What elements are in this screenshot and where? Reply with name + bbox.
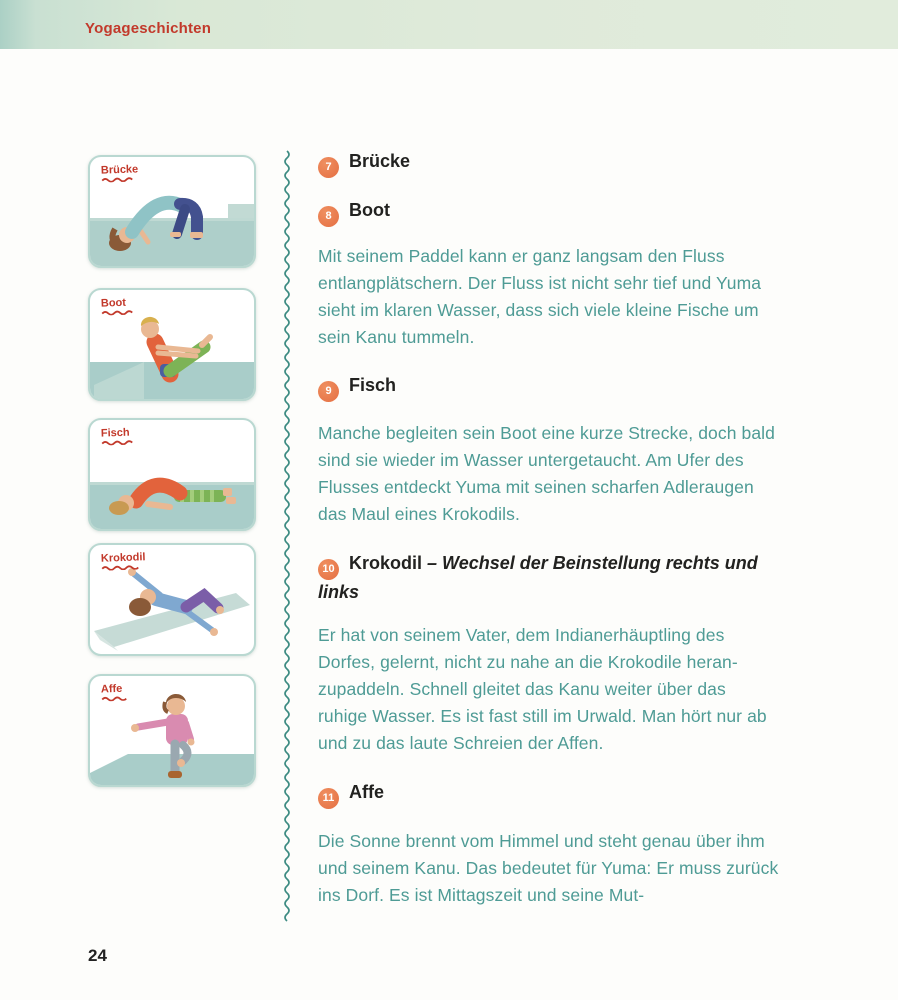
heading-title: Affe [349,782,384,802]
card-label-krokodil [101,551,146,571]
heading-affe [318,780,784,809]
pose-card-bruecke [88,155,256,268]
red-squiggle-icon [101,175,137,182]
card-label-text: Fisch [100,426,130,440]
story-paragraph: Die Sonne brennt vom Himmel und steht genau über ihm und seinem Kanu. Das bedeutet für Yuma: Er muss zurück ins Dorf. Es ist Mittagszeit und seine Mut- [318,831,779,905]
story-paragraph: Er hat von seinem Vater, dem Indianerhäuptling des Dorfes, gelernt, nicht zu nahe an die Krokodile heranzupaddeln. Schnell gleitet das Kanu weiter über das ruhige Wasser. Es ist fast still im Urwald. Man hört nur ab und zu das laute Schreien der Affen. [318,625,767,753]
number-badge: 11 [318,788,339,809]
red-squiggle-icon [101,438,137,445]
card-label-text: Affe [100,682,123,696]
number-badge: 7 [318,157,339,178]
heading-krokodil [318,551,784,604]
card-label-bruecke [101,163,139,182]
wavy-divider-path [285,151,289,921]
heading-title: Fisch [349,375,397,395]
story-paragraph: Mit seinem Paddel kann er ganz langsam den Fluss entlangplätschern. Der Fluss ist nicht sehr tief und Yuma sieht im klaren Wasser, dass sich viele kleine Fische um sein Kanu tummeln. [318,246,762,347]
pose-card-fisch [88,418,256,531]
card-label-text: Brücke [100,163,139,177]
page-title: Yogageschichten [85,20,212,37]
pose-card-krokodil [88,543,256,656]
page-number: 24 [88,946,107,965]
card-label-boot [101,296,138,315]
pose-card-affe [88,674,256,787]
header-band [0,0,898,49]
card-label-text: Krokodil [100,551,146,565]
heading-boot [318,198,784,227]
card-label-fisch [101,426,138,445]
heading-subtitle: – Wechsel der Beinstellung rechts und links [318,553,758,602]
pose-card-boot [88,288,256,401]
red-squiggle-icon [101,308,137,315]
card-label-affe [101,682,132,701]
number-badge: 9 [318,381,339,402]
wavy-divider [282,149,294,923]
number-badge: 10 [318,559,339,580]
heading-bruecke [318,149,784,178]
card-label-text: Boot [100,296,127,310]
red-squiggle-icon [101,694,131,701]
heading-title: Krokodil [349,553,423,573]
heading-fisch [318,373,784,402]
heading-title: Brücke [349,151,411,171]
story-paragraph: Manche begleiten sein Boot eine kurze Strecke, doch bald sind sie wieder im Wasser untergetaucht. Am Ufer des Flusses entdeckt Yuma mit seinen scharfen Adleraugen das Maul eines Krokodils. [318,423,775,524]
heading-title: Boot [349,200,390,220]
number-badge: 8 [318,206,339,227]
